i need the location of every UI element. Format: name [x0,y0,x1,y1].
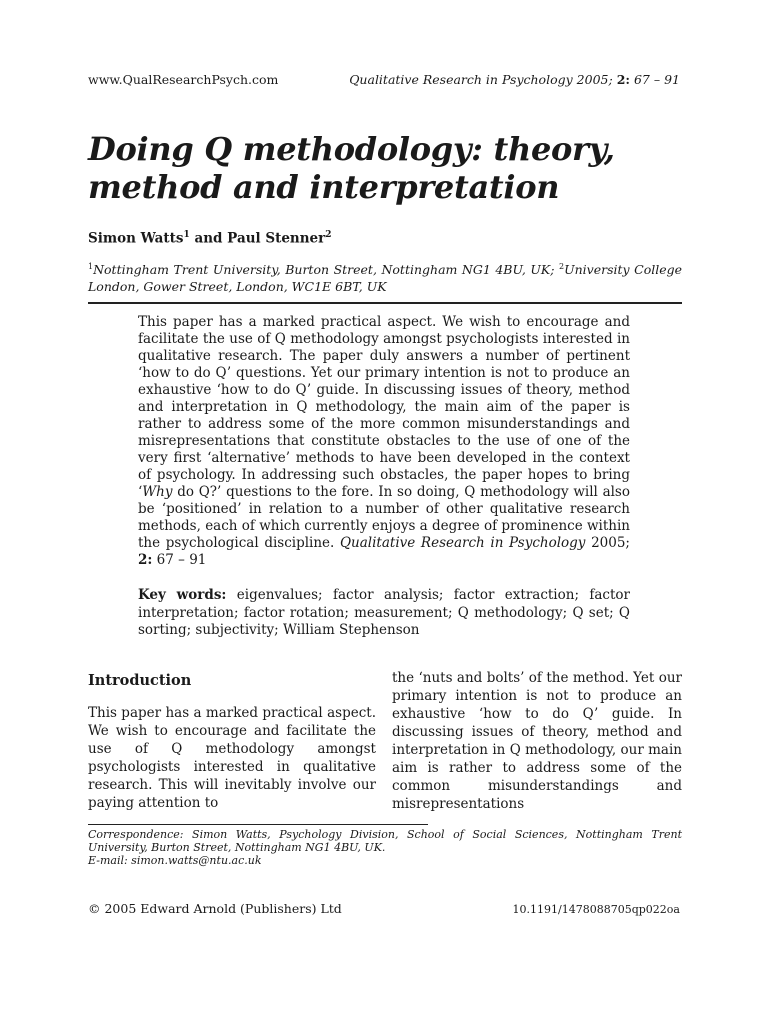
website-url[interactable]: www.QualResearchPsych.com [88,72,279,87]
intro-left-column [88,672,376,812]
correspondence-address: Correspondence: Simon Watts, Psychology Division, School of Social Sciences, Nottingham Trent University, Burton Street, Nottingham NG1 4BU, UK. [88,828,682,854]
intro-heading: Introduction [88,672,192,689]
keywords-text: eigenvalues; factor analysis; factor extraction; factor interpretation; factor rotation; measurement; Q methodology; Q set; Q sorting; subjectivity; William Stephenson [138,587,630,638]
intro-left-text: This paper has a marked practical aspect. We wish to encourage and facilitate the use of Q methodology amongst psychologists interested in qualitative research. This will inevitably involve our paying attention to [88,705,376,811]
author-1: Simon Watts [88,230,184,247]
affil-1: Nottingham Trent University, Burton Street, Nottingham NG1 4BU, UK; [93,262,559,278]
abstract-part-2: do Q?’ questions to the fore. In so doing, Q methodology will also be ‘positioned’ in relation to a number of other qualitative research methods, each of which currently enjoys a degree of prominence within the psychological discipline. [138,484,630,551]
journal-volume: 2: [616,72,630,87]
keywords [138,587,630,640]
correspondence-email[interactable]: E-mail: simon.watts@ntu.ac.uk [88,854,262,867]
journal-citation [349,72,680,87]
intro-right-column [392,669,682,813]
author-1-sup: 1 [183,230,190,240]
abstract-pages: 67 – 91 [152,552,207,568]
abstract-volume: 2: [138,552,153,568]
keywords-label: Key words: [138,587,227,603]
affil-2: University College London, Gower Street, London, WC1E 6BT, UK [88,262,683,295]
affil-1-sup: 1 [88,262,94,271]
abstract-journal: Qualitative Research in Psychology [339,535,586,551]
journal-pages: 67 – 91 [633,72,680,87]
affiliations [88,258,682,295]
header-rule [88,302,682,304]
author-2-sup: 2 [325,230,332,240]
abstract-why: Why [142,484,173,500]
footnote-rule [88,824,428,825]
abstract-part-1: This paper has a marked practical aspect. We wish to encourage and facilitate the use of Q methodology amongst psychologists interested in qualitative research. The paper duly answers a number of pertinent ‘how to do Q’ questions. Yet our primary intention is not to produce an exhaustive ‘how to do Q’ guide. In discussing issues of theory, method and interpretation in Q methodology, the main aim of the paper is rather to address some of the more common misunderstandings and misrepresentations that constitute obstacles to the use of one of the very first ‘alternative’ methods to have been developed in the context of psychology. In addressing such obstacles, the paper hopes to bring ‘ [138,314,630,500]
affil-2-sup: 2 [558,262,565,271]
author-list [88,230,332,247]
author-and: and [189,230,228,247]
copyright-notice: © 2005 Edward Arnold (Publishers) Ltd [88,901,342,916]
author-2: Paul Stenner [227,230,326,247]
paper-title: Doing Q methodology: theory, method and interpretation [88,130,615,206]
intro-right-text: the ‘nuts and bolts’ of the method. Yet our primary intention is not to produce an exhaustive ‘how to do Q’ guide. In discussing issues of theory, method and interpretation in Q methodology, our main aim is rather to address some of the common misunderstandings and misrepresentations [392,670,682,812]
journal-year: 2005; [576,72,613,87]
abstract [138,314,630,569]
journal-name: Qualitative Research in Psychology [349,72,573,87]
doi[interactable]: 10.1191/1478088705qp022oa [512,903,680,916]
correspondence-note [88,828,682,867]
abstract-year: 2005; [585,535,630,551]
